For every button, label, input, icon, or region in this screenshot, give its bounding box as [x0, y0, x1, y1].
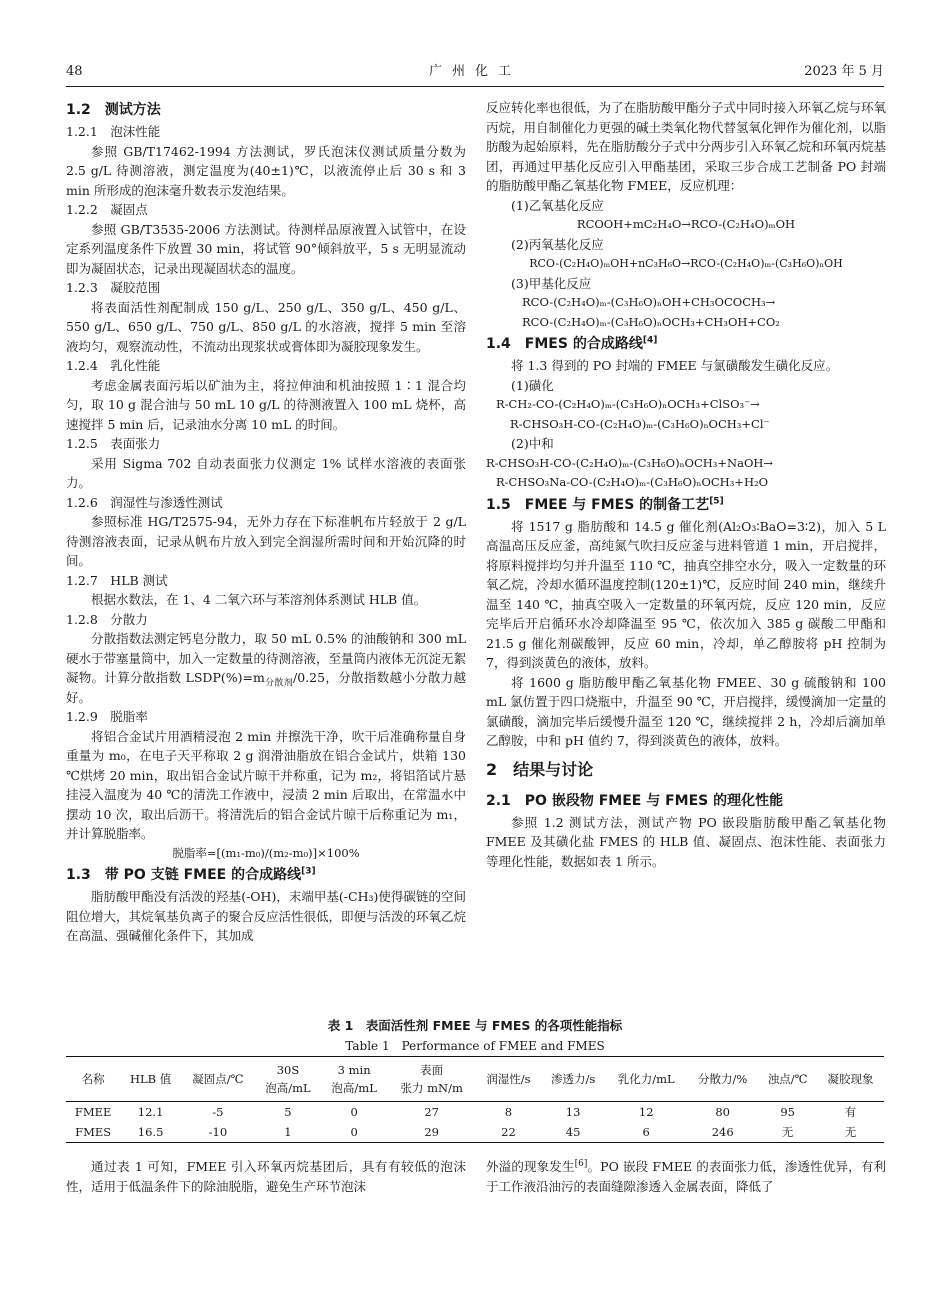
paragraph: 将铝合金试片用酒精浸泡 2 min 并擦洗干净，吹干后准确称量自身重量为 m₀，在电子天平称取 2 g 润滑油脂放在铝合金试片，烘箱 130 ℃烘烤 20 min，取出铝合金试片晾干并称重，记为 m₂，将铝箔试片悬挂浸入温度为 40 ℃的清洗工作液中，浸渍 2 min 后取出，在常温水中摆动 10 次，取出后沥干。将清洗后的铝合金试片晾干后称重记为 m₁，并计算脱脂率。: [66, 728, 466, 841]
table-cell: FMES: [66, 1122, 120, 1143]
paragraph: 将 1.3 得到的 PO 封端的 FMEE 与氯磺酸发生磺化反应。: [511, 358, 839, 373]
table-cell: 无: [758, 1122, 817, 1143]
section-1-2-6-heading: 1.2.6 润湿性与渗透性测试: [66, 494, 223, 510]
paragraph: 根据水数法，在 1、4 二氧六环与苯溶剂体系测试 HLB 值。: [91, 592, 427, 607]
paragraph-dispersion: [66, 629, 466, 707]
section-1-2-2-heading: 1.2.2 凝固点: [66, 202, 148, 217]
paragraph: 采用 Sigma 702 自动表面张力仪测定 1% 试样水溶液的表面张力。: [66, 455, 466, 490]
section-1-5-heading: [486, 493, 886, 517]
section-1-2-heading: 1.2 测试方法: [66, 102, 161, 118]
table-cell: 13: [565, 1105, 581, 1119]
paragraph: 参照 1.2 测试方法，测试产物 PO 嵌段脂肪酸甲酯乙氧基化物 FMEE 及其磺化盐 FMES 的 HLB 值、凝固点、泡沫性能、表面张力等理化性能，数据如表 1 所示。: [486, 814, 886, 869]
paragraph: 参照 GB/T17462-1994 方法测试，罗氏泡沫仪测试质量分数为 2.5 g/L 待测溶液，测定温度为(40±1)℃，以液流停止后 30 s 和 3 min 所形成的泡沫毫升数表示发泡结果。: [66, 143, 466, 198]
table-cell: FMEE: [74, 1105, 112, 1119]
table-cell: -10: [181, 1122, 255, 1143]
paragraph: 将 1600 g 脂肪酸甲酯乙氧基化物 FMEE、30 g 硫酸钠和 100 mL 氯仿置于四口烧瓶中，升温至 90 ℃，开启搅拌，缓慢滴加一定量的氯磺酸，滴加完毕后缓慢升温至 120 ℃，继续搅拌 2 h，冷却后滴加单乙醇胺，中和 pH 值约 7，得到淡黄色的液体，放料。: [486, 674, 886, 748]
degreasing-formula: 脱脂率=[(m₁-m₀)/(m₂-m₀)]×100%: [172, 845, 360, 860]
column-header: 名称: [66, 1057, 120, 1102]
bottom-left-text: [66, 1157, 466, 1196]
issue-date: 2023 年 5 月: [804, 64, 884, 79]
table-cell: 95: [780, 1105, 795, 1119]
table-title-en: Table 1 Performance of FMEE and FMES: [345, 1039, 605, 1053]
column-header: 润湿性/s: [476, 1057, 541, 1102]
section-1-2-8-heading: 1.2.8 分散力: [66, 611, 148, 627]
paragraph: 考虑金属表面污垢以矿油为主，将拉伸油和机油按照 1∶1 混合均匀，取 10 g 混合油与 50 mL 10 g/L 的待测液置入 100 mL 烧杯，高速搅拌 5 min 后，记录油水分离 10 mL 的时间。: [66, 377, 466, 432]
column-header: 凝胶现象: [817, 1057, 884, 1102]
citation: [3]: [301, 866, 316, 877]
paragraph: 通过表 1 可知，FMEE 引入环氧丙烷基团后，具有有较低的泡沫性，适用于低温条件下的除油脱脂，避免生产环节泡沫: [66, 1159, 466, 1194]
table-cell: 27: [424, 1105, 439, 1119]
table-cell: 12.1: [137, 1105, 164, 1119]
reaction-equation: R-CHSO₃H-CO-(C₂H₄O)ₘ-(C₃H₆O)ₙOCH₃+Cl⁻: [510, 416, 770, 431]
table-cell: 22: [476, 1122, 541, 1143]
reaction-step-label: (2)中和: [511, 436, 554, 451]
table-row-fmes: [66, 1122, 884, 1143]
table-cell: 6: [605, 1122, 687, 1143]
table-header-row: [66, 1057, 884, 1102]
table-cell: 80: [715, 1105, 730, 1119]
table-cell: 0: [350, 1105, 358, 1119]
table-cell: 16.5: [120, 1122, 181, 1143]
paragraph-text: /0.25，分散指数越小分散力越好。: [66, 670, 466, 705]
paragraph-text: 外溢的现象发生: [486, 1159, 575, 1174]
table-caption: [66, 1016, 884, 1056]
table-cell: 5: [284, 1105, 292, 1119]
left-column: [66, 98, 466, 946]
table-cell: 1: [255, 1122, 321, 1143]
section-2-heading: 2 结果与讨论: [486, 759, 594, 779]
page-header: [66, 62, 884, 82]
right-column: [486, 98, 886, 871]
reaction-step-label: (2)丙氧基化反应: [511, 236, 604, 252]
column-header: HLB 值: [120, 1057, 181, 1102]
paragraph: [486, 1157, 886, 1196]
reaction-equation: R-CHSO₃H-CO-(C₂H₄O)ₘ-(C₃H₆O)ₙOCH₃+NaOH→: [486, 455, 774, 470]
section-1-2-4-heading: 1.2.4 乳化性能: [66, 358, 161, 373]
table-cell: 0: [321, 1122, 387, 1143]
citation: [4]: [642, 335, 658, 346]
column-header: 分散力/%: [687, 1057, 758, 1102]
paragraph: 参照 GB/T3535-2006 方法测试。待测样品原液置入试管中，在设定系列温度条件下放置 30 min，将试管 90°倾斜放平，5 s 无明显流动即为凝固状态，记录出现凝固状态的温度。: [66, 221, 466, 276]
reaction-equation: R-CHSO₃Na-CO-(C₂H₄O)ₘ-(C₃H₆O)ₙOCH₃+H₂O: [496, 475, 769, 489]
paragraph-text: 。PO 嵌段 FMEE 的表面张力低，渗透性优异，有利于工作液沿油污的表面缝隙渗透入金属表面，降低了: [486, 1159, 886, 1194]
citation: [5]: [709, 495, 724, 506]
performance-table: [66, 1056, 884, 1143]
column-header: 乳化力/mL: [605, 1057, 687, 1102]
section-1-2-7-heading: 1.2.7 HLB 测试: [66, 572, 168, 588]
paragraph-text: 分散指数法测定钙皂分散力，取 50 mL 0.5% 的油酸钠和 300 mL 硬水于带塞量筒中，加入一定数量的待测溶液，至量筒内液体无沉淀无絮凝物。计算分散指数 LSDP(%)=m: [66, 631, 467, 685]
reaction-equation: RCO-(C₂H₄O)ₘOH+nC₃H₆O→RCO-(C₂H₄O)ₘ-(C₃H₆O)ₙOH: [529, 257, 843, 270]
column-header: 3 min 泡高/mL: [321, 1057, 387, 1102]
section-1-3-heading: [66, 863, 466, 887]
reaction-equation: RCO-(C₂H₄O)ₘ-(C₃H₆O)ₙOH+CH₃OCOCH₃→: [522, 295, 776, 309]
column-header: 表面 张力 mN/m: [387, 1057, 476, 1102]
column-header: 浊点/℃: [758, 1057, 817, 1102]
page-number: 48: [66, 64, 83, 79]
paragraph: 将 1517 g 脂肪酸和 14.5 g 催化剂(Al₂O₃∶BaO=3∶2)，加入 5 L 高温高压反应釜，高纯氮气吹扫反应釜与进料管道 1 min，开启搅拌，将原料搅拌均匀并升温至 110 ℃，抽真空排空水分，吸入一定数量的环氧乙烷，冷却水循环温度控制(120±1)℃，反应时间 240 min，继续升温至 140 ℃，抽真空吸入一定数量的环氧丙烷，反应 120 min，反应完毕后开启循环水冷却降温至 95 ℃，依次加入 385 g 碳酸二甲酯和 21.5 g 催化剂碳酸钾，反应 60 min，冷却，单乙醇胺将 pH 控制为 7，得到淡黄色的液体，放料。: [486, 518, 886, 670]
table-cell: 246: [687, 1122, 758, 1143]
table-cell: 无: [817, 1122, 884, 1143]
header-rule: [66, 86, 884, 87]
section-1-4-heading: [486, 332, 886, 356]
table-cell: 12: [638, 1105, 654, 1119]
bottom-right-text: [486, 1157, 886, 1196]
subscript: 分散剂: [264, 678, 294, 689]
table-cell: 8: [504, 1105, 513, 1119]
section-1-2-9-heading: 1.2.9 脱脂率: [66, 709, 148, 724]
section-1-2-1-heading: 1.2.1 泡沫性能: [66, 124, 161, 139]
table-cell: -5: [212, 1105, 224, 1119]
section-1-2-5-heading: 1.2.5 表面张力: [66, 436, 161, 451]
heading-text: 1.3 带 PO 支链 FMEE 的合成路线: [66, 867, 302, 883]
reaction-step-label: (1)乙氧基化反应: [511, 197, 604, 213]
table-row-fmee: [66, 1102, 884, 1123]
column-header: 凝固点/℃: [181, 1057, 255, 1102]
journal-name: 广州化工: [428, 64, 521, 79]
paragraph: 脂肪酸甲酯没有活泼的羟基(-OH)，末端甲基(-CH₃)使得碳链的空间阻位增大，其烷氧基负离子的聚合反应活性很低，即便与活泼的环氧乙烷在高温、强碱催化条件下，其加成: [66, 889, 467, 943]
reaction-step-label: (3)甲基化反应: [511, 275, 592, 291]
reaction-step-label: (1)磺化: [511, 377, 554, 393]
column-header: 30S 泡高/mL: [255, 1057, 321, 1102]
section-1-2-3-heading: 1.2.3 凝胶范围: [66, 280, 161, 295]
table-cell: 有: [844, 1105, 857, 1119]
paragraph: 参照标准 HG/T2575-94，无外力存在下标准帆布片轻放于 2 g/L 待测溶液表面，记录从帆布片放入到完全润湿所需时间和开始沉降的时间。: [66, 514, 466, 568]
section-2-1-heading: 2.1 PO 嵌段物 FMEE 与 FMES 的理化性能: [486, 792, 784, 809]
reaction-equation: RCOOH+mC₂H₄O→RCO-(C₂H₄O)ₘOH: [576, 217, 796, 231]
reaction-equation: RCO-(C₂H₄O)ₘ-(C₃H₆O)ₙOCH₃+CH₃OH+CO₂: [522, 314, 780, 329]
column-header: 渗透力/s: [541, 1057, 606, 1102]
reaction-equation: R-CH₂-CO-(C₂H₄O)ₘ-(C₃H₆O)ₙOCH₃+ClSO₃⁻→: [496, 397, 760, 411]
paragraph: 反应转化率也很低，为了在脂肪酸甲酯分子式中同时接入环氧乙烷与环氧丙烷，用自制催化力更强的碱土类氧化物代替氢氧化钾作为催化剂，以脂肪酸为起始原料，先在脂肪酸分子式中分两步引入环氧乙烷和环氧丙烷基团，再通过甲基化反应引入甲酯基团，采取三步合成工艺制备 PO 封端的脂肪酸甲酯乙氧基化物 FMEE，反应机理：: [486, 100, 887, 193]
table-cell: 45: [541, 1122, 606, 1143]
heading-text: 1.5 FMEE 与 FMES 的制备工艺: [486, 496, 710, 513]
table-title-zh: 表 1 表面活性剂 FMEE 与 FMES 的各项性能指标: [327, 1018, 623, 1033]
table-cell: 29: [387, 1122, 476, 1143]
paragraph: 将表面活性剂配制成 150 g/L、250 g/L、350 g/L、450 g/L、550 g/L、650 g/L、750 g/L、850 g/L 的水溶液，搅拌 5 min 至溶液均匀，观察流动性，不流动出现浆状或膏体即为凝胶现象发生。: [66, 299, 466, 354]
heading-text: 1.4 FMES 的合成路线: [486, 336, 643, 352]
citation: [6]: [574, 1158, 588, 1169]
